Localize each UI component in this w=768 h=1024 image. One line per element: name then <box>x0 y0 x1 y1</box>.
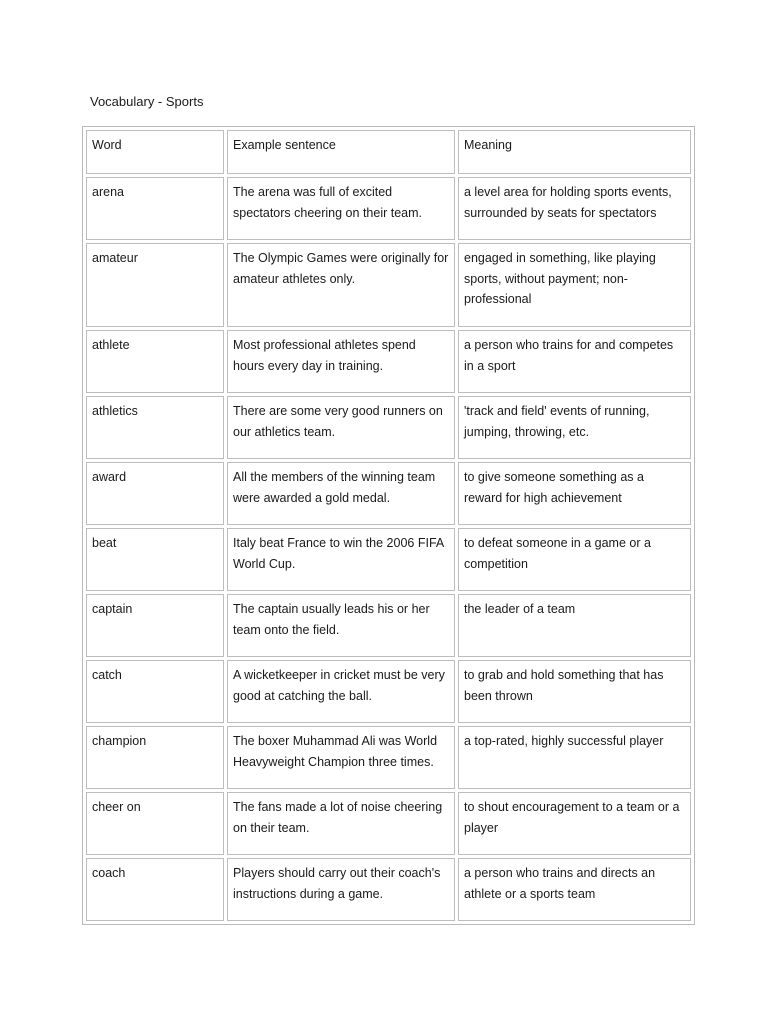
table-row <box>86 462 691 525</box>
example-cell: Italy beat France to win the 2006 FIFA World Cup. <box>227 528 455 591</box>
example-cell: Players should carry out their coach's instructions during a game. <box>227 858 455 921</box>
example-cell: The arena was full of excited spectators cheering on their team. <box>227 177 455 240</box>
word-cell: athletics <box>86 396 224 459</box>
example-cell: There are some very good runners on our athletics team. <box>227 396 455 459</box>
example-cell: All the members of the winning team were awarded a gold medal. <box>227 462 455 525</box>
meaning-cell: a person who trains and directs an athlete or a sports team <box>458 858 691 921</box>
example-cell: A wicketkeeper in cricket must be very good at catching the ball. <box>227 660 455 723</box>
table-row <box>86 594 691 657</box>
document-title: Vocabulary - Sports <box>90 94 204 109</box>
meaning-cell: to shout encouragement to a team or a player <box>458 792 691 855</box>
meaning-cell: to grab and hold something that has been thrown <box>458 660 691 723</box>
meaning-cell: a level area for holding sports events, surrounded by seats for spectators <box>458 177 691 240</box>
table-row <box>86 243 691 327</box>
meaning-cell: the leader of a team <box>458 594 691 657</box>
table-header-row <box>86 130 691 174</box>
example-cell: The captain usually leads his or her team onto the field. <box>227 594 455 657</box>
table-row <box>86 330 691 393</box>
word-cell: catch <box>86 660 224 723</box>
example-cell: The fans made a lot of noise cheering on their team. <box>227 792 455 855</box>
header-example-sentence: Example sentence <box>227 130 455 174</box>
example-cell: Most professional athletes spend hours every day in training. <box>227 330 455 393</box>
word-cell: athlete <box>86 330 224 393</box>
meaning-cell: a person who trains for and competes in a sport <box>458 330 691 393</box>
table-row <box>86 792 691 855</box>
word-cell: captain <box>86 594 224 657</box>
example-cell: The boxer Muhammad Ali was World Heavyweight Champion three times. <box>227 726 455 789</box>
table-row <box>86 726 691 789</box>
header-word: Word <box>86 130 224 174</box>
word-cell: amateur <box>86 243 224 327</box>
table-row <box>86 396 691 459</box>
word-cell: coach <box>86 858 224 921</box>
word-cell: champion <box>86 726 224 789</box>
word-cell: award <box>86 462 224 525</box>
vocabulary-table <box>82 126 695 925</box>
table-row <box>86 528 691 591</box>
word-cell: arena <box>86 177 224 240</box>
table-row <box>86 177 691 240</box>
meaning-cell: a top-rated, highly successful player <box>458 726 691 789</box>
meaning-cell: to give someone something as a reward for high achievement <box>458 462 691 525</box>
table-row <box>86 660 691 723</box>
word-cell: beat <box>86 528 224 591</box>
table-row <box>86 858 691 921</box>
meaning-cell: to defeat someone in a game or a competition <box>458 528 691 591</box>
example-cell: The Olympic Games were originally for amateur athletes only. <box>227 243 455 327</box>
meaning-cell: 'track and field' events of running, jumping, throwing, etc. <box>458 396 691 459</box>
word-cell: cheer on <box>86 792 224 855</box>
header-meaning: Meaning <box>458 130 691 174</box>
meaning-cell: engaged in something, like playing sports, without payment; non-professional <box>458 243 691 327</box>
